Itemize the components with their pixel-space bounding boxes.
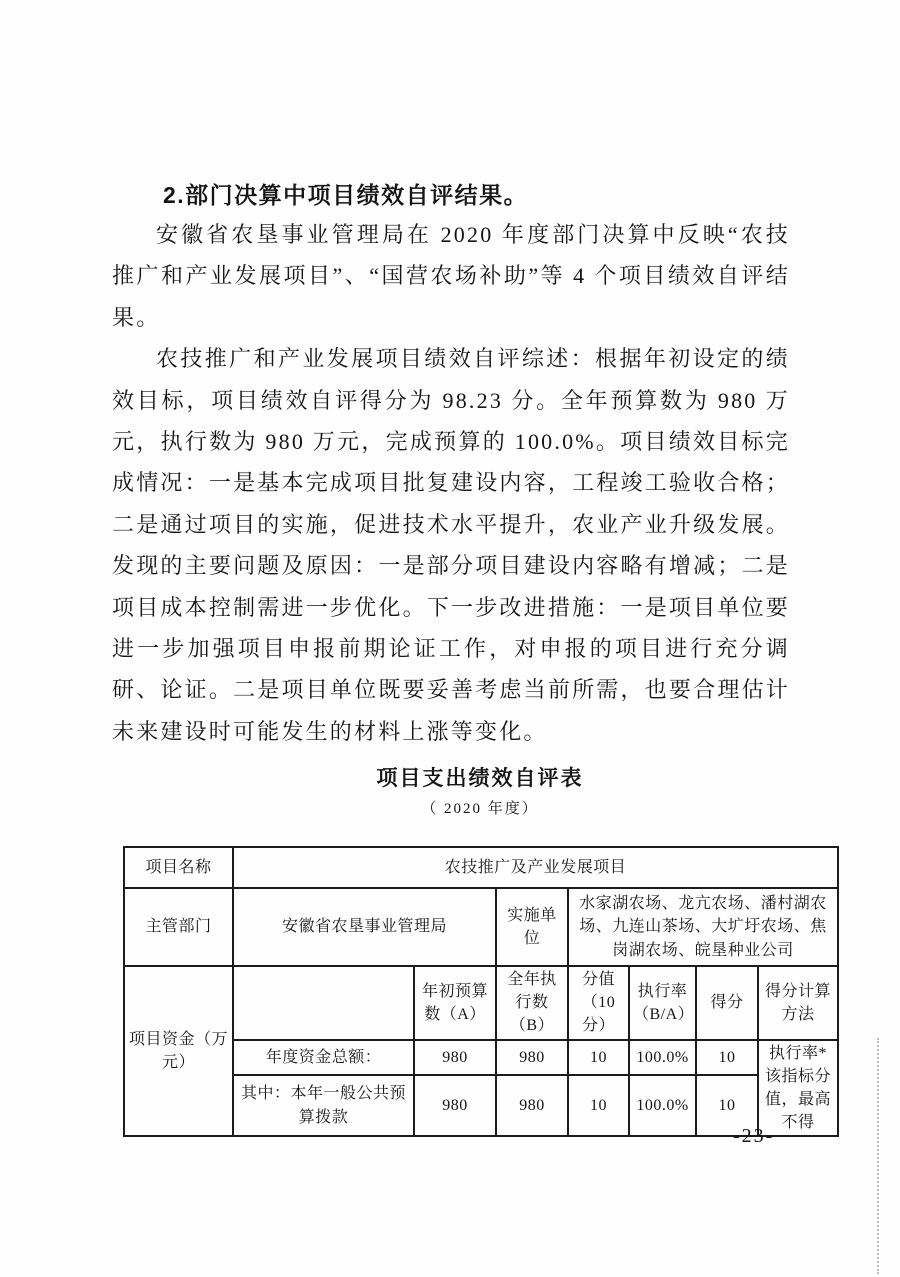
public-budget-score: 10 [696, 1075, 758, 1136]
funding-label: 项目资金（万元） [124, 966, 233, 1136]
scan-artifact-line [877, 1038, 879, 1274]
table-title: 项目支出绩效自评表 [376, 767, 584, 790]
performance-self-evaluation-table [123, 846, 839, 1137]
column-header-points: 分值（10分） [568, 966, 629, 1040]
annual-total-score: 10 [696, 1040, 758, 1075]
implementer-value: 水家湖农场、龙亢农场、潘村湖农场、九连山茶场、大圹圩农场、焦岗湖农场、皖垦种业公司 [568, 888, 838, 966]
table-row-supervisor [124, 888, 838, 966]
section-heading: 2.部门决算中项目绩效自评结果。 [163, 182, 529, 208]
table-row-project-name [124, 847, 838, 888]
table-row-column-headers [124, 966, 838, 1040]
annual-total-points: 10 [568, 1040, 629, 1075]
paragraph-evaluation: 农技推广和产业发展项目绩效自评综述：根据年初设定的绩效目标，项目绩效自评得分为 98.23 分。全年预算数为 980 万元，执行数为 980 万元，完成预算的 100.0%。项目绩效目标完成情况：一是基本完成项目批复建设内容，工程竣工验收合格；二是通过项目的实施，促进技术水平提升，农业产业升级发展。发现的主要问题及原因：一是部分项目建设内容略有增减；二是项目成本控制需进一步优化。下一步改进措施：一是项目单位要进一步加强项目申报前期论证工作，对申报的项目进行充分调研、论证。二是项目单位既要妥善考虑当前所需，也要合理估计未来建设时可能发生的材料上涨等变化。 [112, 346, 790, 744]
column-header-method: 得分计算方法 [758, 966, 838, 1040]
column-header-actual: 全年执行数（B） [496, 966, 568, 1040]
public-budget-points: 10 [568, 1075, 629, 1136]
supervisor-label: 主管部门 [124, 888, 233, 966]
supervisor-value: 安徽省农垦事业管理局 [233, 888, 496, 966]
table-subtitle: （ 2020 年度） [421, 801, 539, 817]
column-header-budget: 年初预算数（A） [414, 966, 496, 1040]
blank-cell [233, 966, 414, 1040]
public-budget-label: 其中：本年一般公共预算拨款 [233, 1075, 414, 1136]
public-budget-rate: 100.0% [629, 1075, 696, 1136]
annual-total-label: 年度资金总额： [233, 1040, 414, 1075]
annual-total-actual: 980 [496, 1040, 568, 1075]
page-number: -23- [733, 1125, 775, 1147]
column-header-score: 得分 [696, 966, 758, 1040]
column-header-rate: 执行率（B/A） [629, 966, 696, 1040]
score-method-value: 执行率*该指标分值，最高不得 [758, 1040, 838, 1137]
project-name-label: 项目名称 [124, 847, 233, 888]
public-budget-actual: 980 [496, 1075, 568, 1136]
annual-total-budget: 980 [414, 1040, 496, 1075]
project-name-value: 农技推广及产业发展项目 [233, 847, 838, 888]
body-text-block [112, 214, 790, 752]
implementer-label: 实施单位 [496, 888, 568, 966]
public-budget-budget: 980 [414, 1075, 496, 1136]
annual-total-rate: 100.0% [629, 1040, 696, 1075]
paragraph-summary: 安徽省农垦事业管理局在 2020 年度部门决算中反映“农技推广和产业发展项目”、“国营农场补助”等 4 个项目绩效自评结果。 [112, 222, 790, 330]
